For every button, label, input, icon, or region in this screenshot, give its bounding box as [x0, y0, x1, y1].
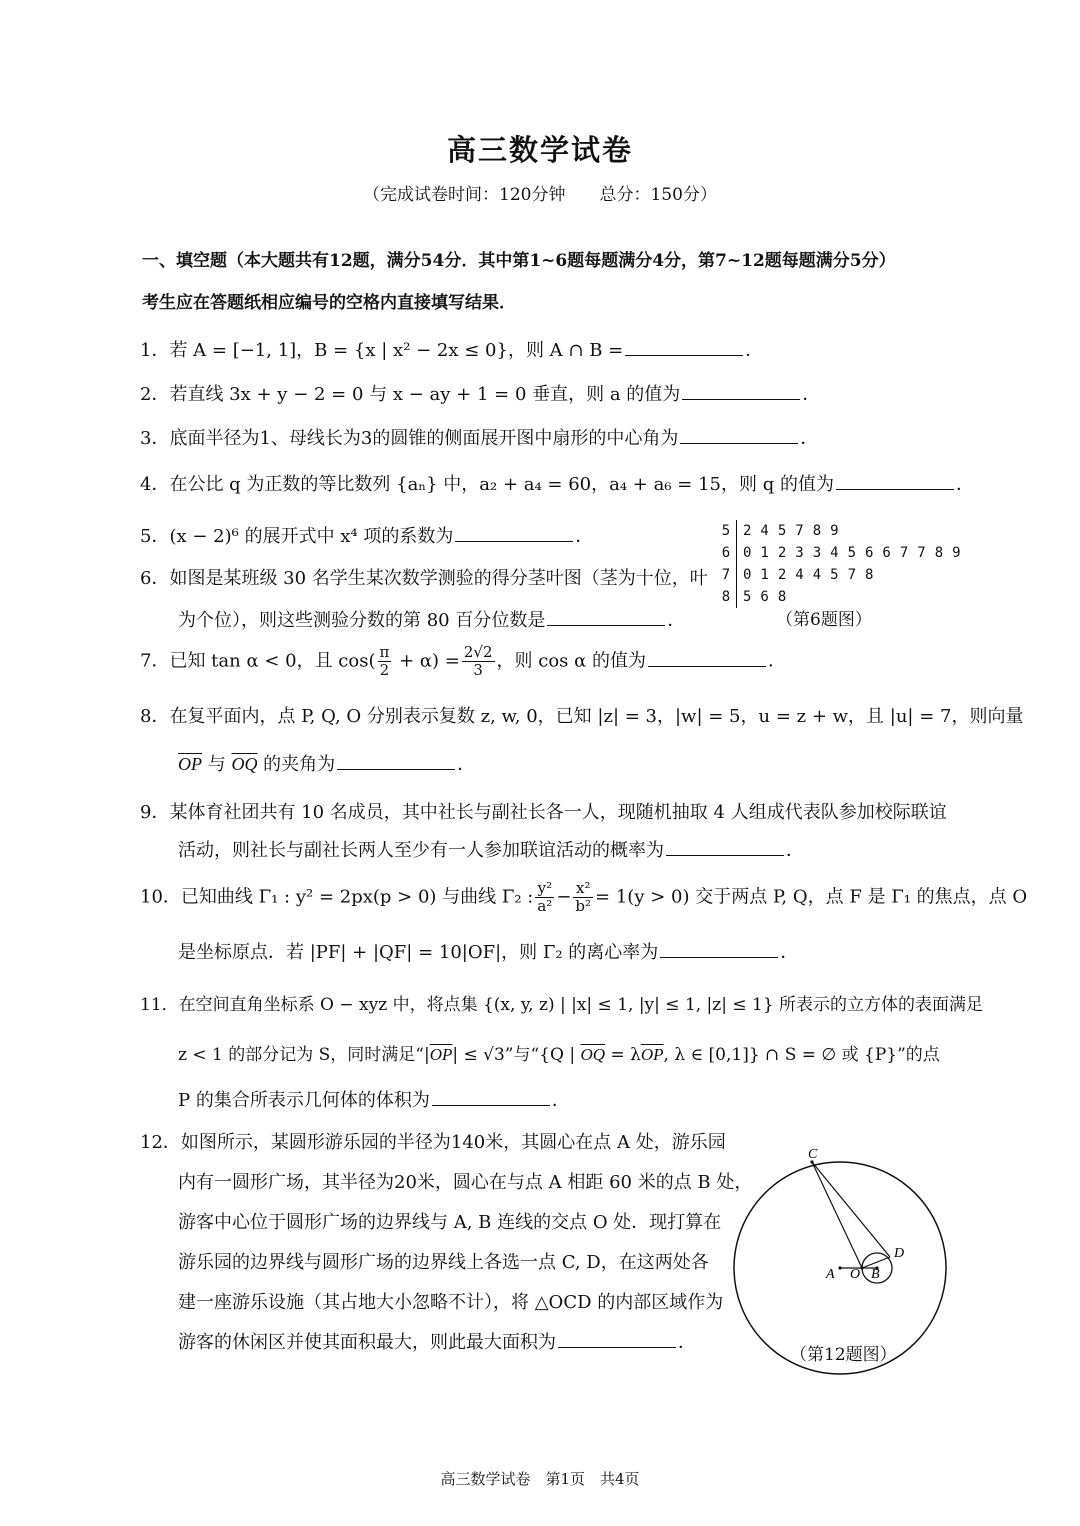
question-3: 3．底面半径为1、母线长为3的圆锥的侧面展开图中扇形的中心角为 ． [140, 428, 819, 449]
answer-blank[interactable] [547, 624, 665, 626]
question-9: 9．某体育社团共有 10 名成员，其中社长与副社长各一人，现随机抽取 4 人组成代表队参加校际联谊 [140, 802, 947, 823]
question-10-cont: 是坐标原点．若 |PF| + |QF| = 10|OF|，则 Γ₂ 的离心率为 ． [178, 942, 799, 963]
question-11: 11．在空间直角坐标系 O − xyz 中，将点集 {(x, y, z) | |x| ≤ 1, |y| ≤ 1, |z| ≤ 1} 所表示的立方体的表面满足 [140, 995, 984, 1015]
question-12-line3: 游客中心位于圆形广场的边界线与 A, B 连线的交点 O 处．现打算在 [178, 1212, 722, 1233]
question-5: 5．(x − 2)⁶ 的展开式中 x⁴ 项的系数为 ． [140, 526, 594, 547]
answer-blank[interactable] [648, 665, 766, 667]
question-2: 2．若直线 3x + y − 2 = 0 与 x − ay + 1 = 0 垂直，则 a 的值为 ． [140, 384, 821, 405]
answer-blank[interactable] [682, 398, 800, 400]
exam-info: （完成试卷时间：120分钟 总分：150分） [363, 185, 717, 205]
stem-leaf-plot [718, 520, 970, 608]
question-11-cont2: P 的集合所表示几何体的体积为 ． [178, 1090, 570, 1111]
fraction: $\frac{\text{x²}}{\text{b²}}$ [575, 879, 592, 915]
label-D: D [894, 1246, 905, 1261]
question-12-line2: 内有一圆形广场，其半径为20米，圆心在与点 A 相距 60 米的点 B 处， [178, 1172, 753, 1193]
answer-blank[interactable] [625, 354, 743, 356]
label-C: C [808, 1147, 818, 1162]
question-10: 10．已知曲线 Γ₁ : y² = 2px(p > 0) 与曲线 Γ₂ : $\frac{\text{y²}}{\text{a²}}$ − $\frac{\text{x²}}{\text{b²}}$ = 1(y > 0) 交于两点 P, Q，点 F 是 Γ₁ 的焦点，点 O [140, 879, 1028, 915]
stem-row: 6 0123345667789 [718, 542, 970, 564]
segment-CO [812, 1162, 862, 1268]
figure-6-caption: （第6题图） [776, 610, 872, 630]
answer-blank[interactable] [455, 540, 573, 542]
question-1: 1．若 A = [−1, 1]，B = {x | x² − 2x ≤ 0}，则 A ∩ B = ． [140, 340, 764, 361]
page-footer: 高三数学试卷 第1页 共4页 [440, 1470, 640, 1488]
question-12-line4: 游乐园的边界线与圆形广场的边界线上各选一点 C, D，在这两处各 [178, 1252, 709, 1273]
answer-blank[interactable] [432, 1104, 550, 1106]
answer-blank[interactable] [337, 768, 455, 770]
answer-blank[interactable] [836, 488, 954, 490]
question-9-cont: 活动，则社长与副社长两人至少有一人参加联谊活动的概率为 ． [178, 840, 804, 861]
label-A: A [826, 1267, 835, 1282]
answer-blank[interactable] [558, 1346, 676, 1348]
answer-blank[interactable] [666, 854, 784, 856]
segment-CD [812, 1162, 890, 1257]
answer-blank[interactable] [680, 442, 798, 444]
label-B: B [871, 1267, 880, 1282]
stem-row: 7 01244578 [718, 564, 970, 586]
question-6-cont: 为个位），则这些测验分数的第 80 百分位数是 ． [178, 610, 686, 631]
section-instruction: 考生应在答题纸相应编号的空格内直接填写结果． [142, 293, 516, 313]
fraction: $\frac{\text{y²}}{\text{a²}}$ [537, 879, 553, 915]
figure-12-caption: （第12题图） [790, 1345, 897, 1365]
question-7: 7．已知 tan α < 0，且 cos( $\frac{\pi}{2}$ + α) = $\frac{2√2}{3}$ ，则 cos α 的值为 ． [140, 643, 787, 679]
question-12-line5: 建一座游乐设施（其占地大小忽略不计），将 △OCD 的内部区域作为 [178, 1292, 724, 1313]
section-heading: 一、填空题（本大题共有12题，满分54分．其中第1~6题每题满分4分，第7~12题每题满分5分） [142, 251, 896, 271]
question-12: 12．如图所示，某圆形游乐园的半径为140米，其圆心在点 A 处，游乐园 [140, 1132, 726, 1153]
question-6: 6．如图是某班级 30 名学生某次数学测验的得分茎叶图（茎为十位，叶 [140, 568, 708, 589]
fraction: $\frac{\pi}{2}$ [379, 643, 390, 679]
question-4: 4．在公比 q 为正数的等比数列 {aₙ} 中，a₂ + a₄ = 60，a₄ + a₆ = 15，则 q 的值为 ． [140, 474, 974, 495]
question-12-line6: 游客的休闲区并使其面积最大，则此最大面积为 ． [178, 1332, 696, 1353]
question-8: 8．在复平面内，点 P, Q, O 分别表示复数 z, w, 0，已知 |z| = 3，|w| = 5，u = z + w，且 |u| = 7，则向量 [140, 706, 1024, 727]
stem-row: 5 245789 [718, 520, 970, 542]
stem-row: 8 568 [718, 586, 970, 608]
question-8-cont: $\overline{OP}$ 与 $\overline{OQ}$ 的夹角为 ． [178, 754, 476, 775]
label-O: O [850, 1267, 861, 1282]
question-11-cont: z < 1 的部分记为 S，同时满足“$|\overline{OP}| \le √3$”与“{Q | $\overline{OQ} = \lambda\overline{OP}$, λ ∈ [0,1]} ∩ S = ∅ 或 {P}”的点 [178, 1045, 940, 1065]
page-title: 高三数学试卷 [446, 133, 633, 167]
answer-blank[interactable] [660, 956, 778, 958]
fraction: $\frac{2√2}{3}$ [463, 643, 493, 679]
